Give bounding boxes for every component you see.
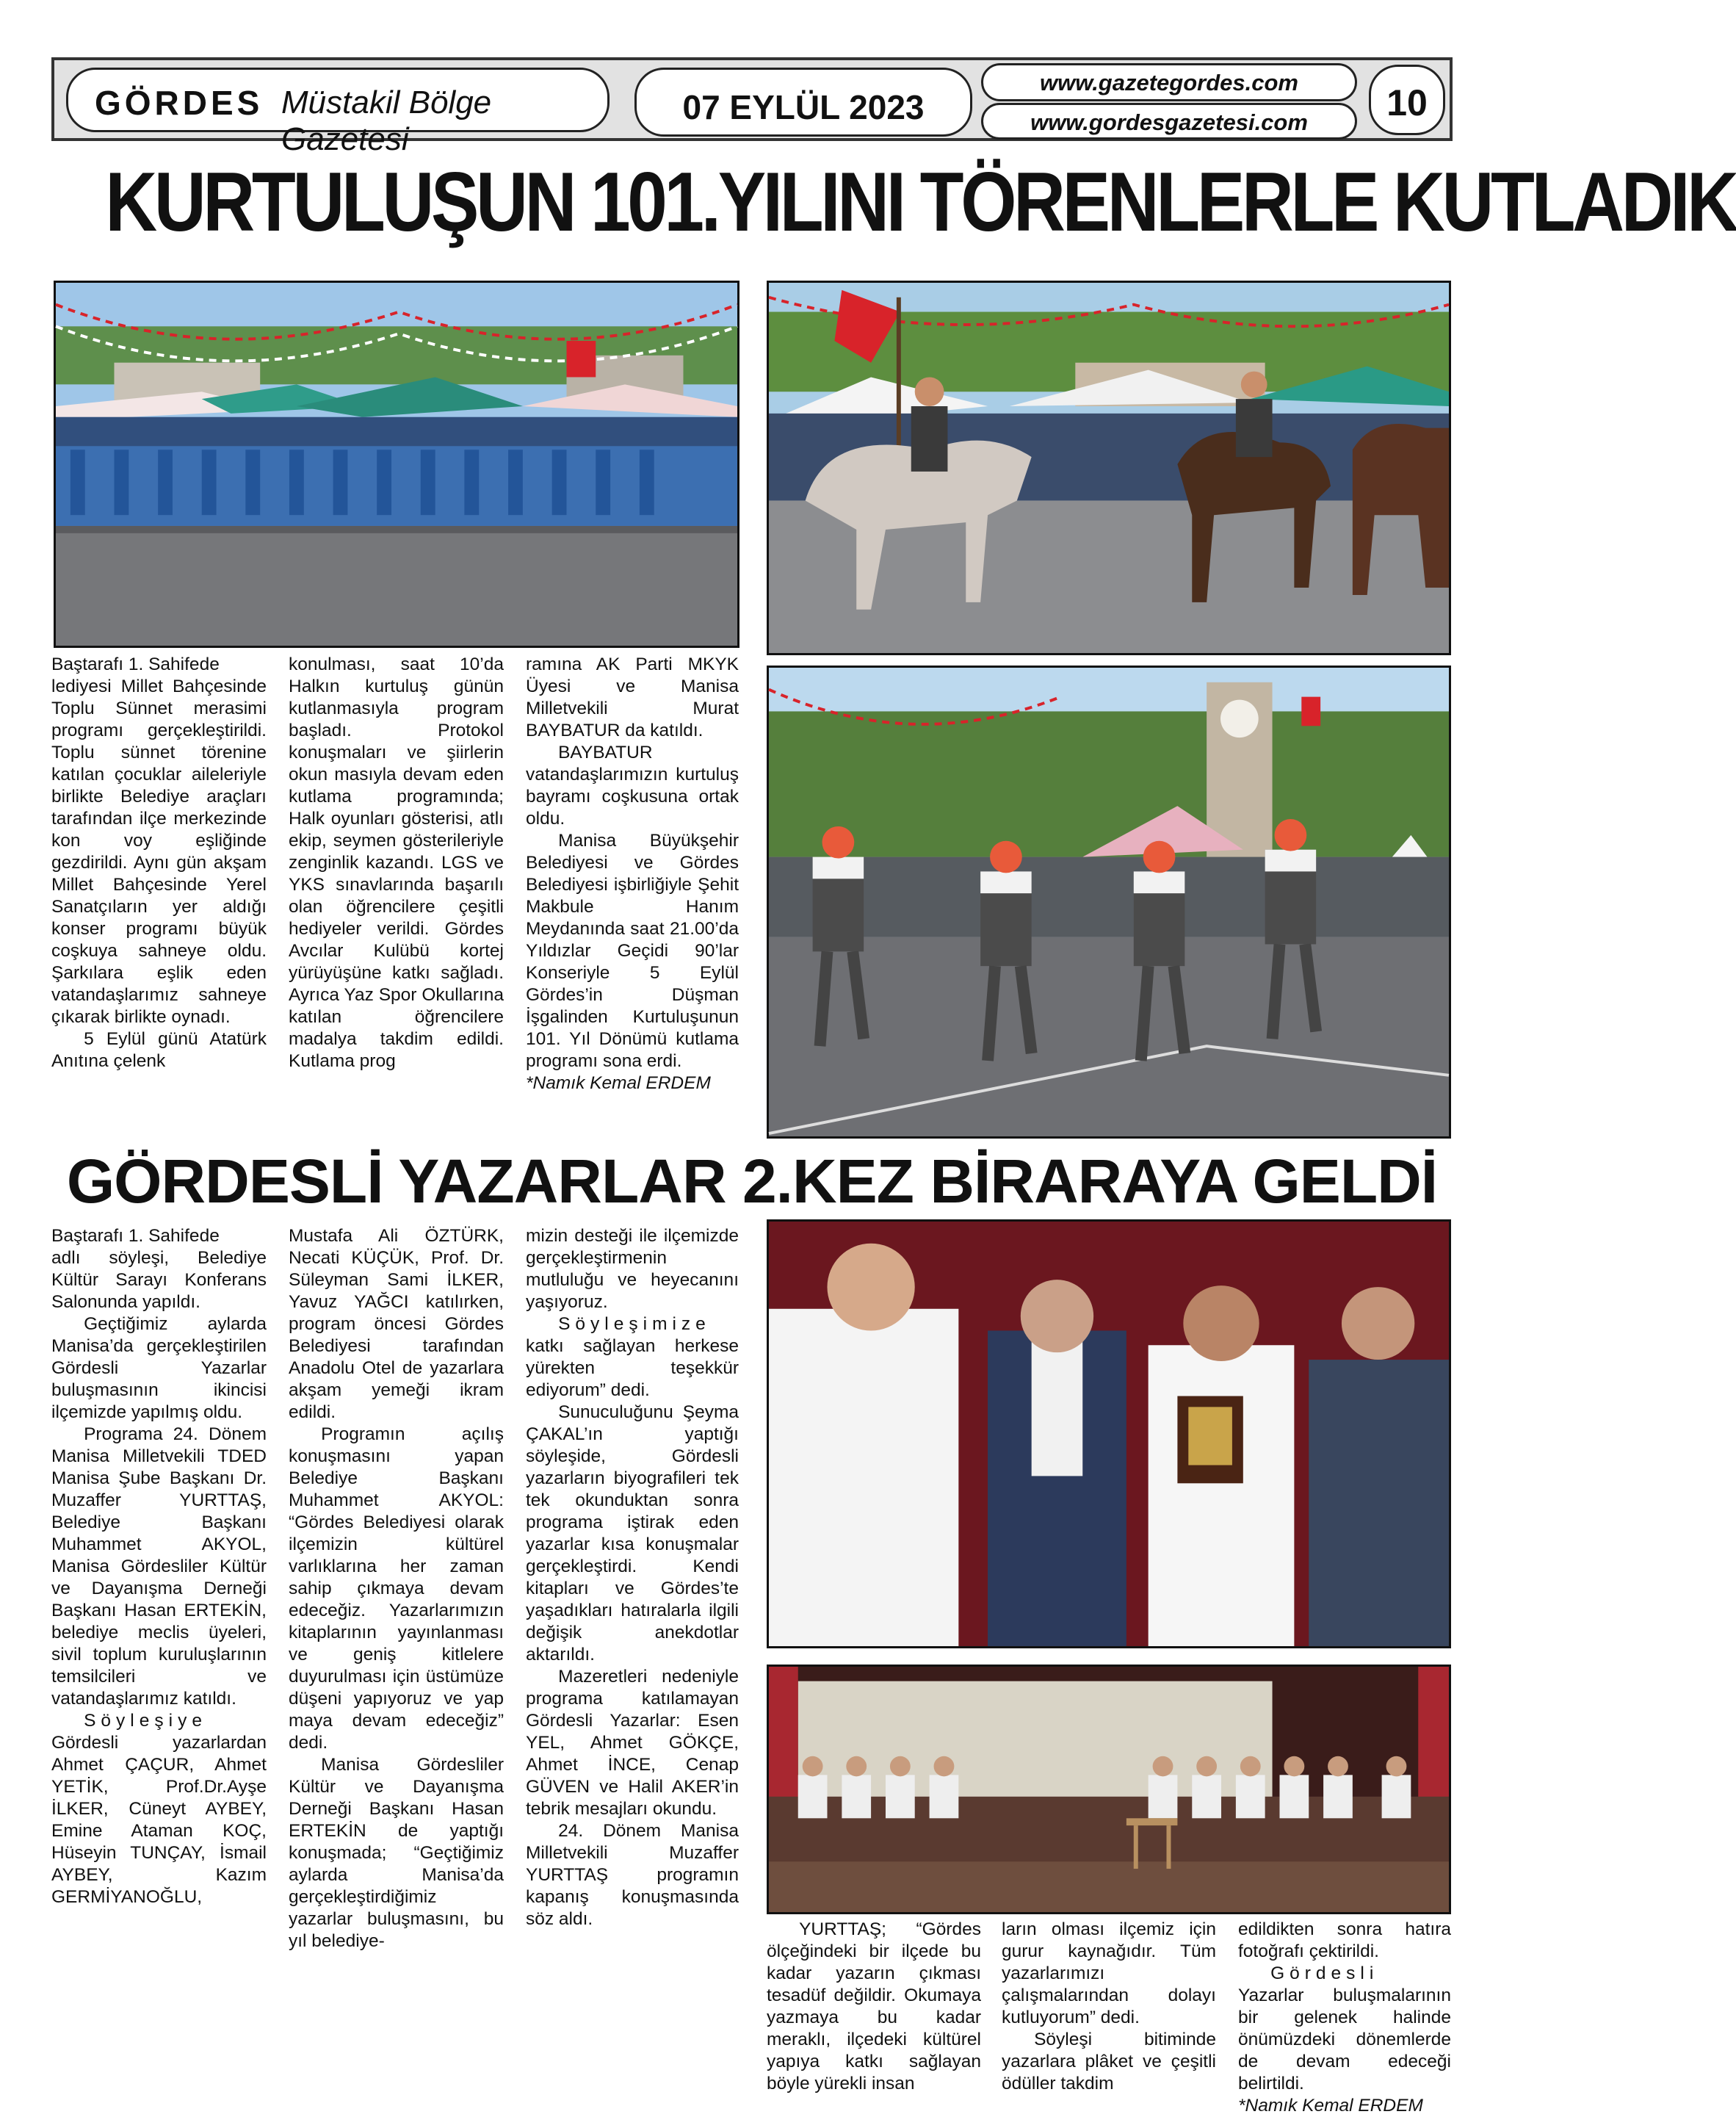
paragraph: konulması, saat 10’da Halkın kurtuluş günün kutlanmasıyla program başladı. Protokol konuşmaları ve şiirlerin okun masıyla devam eden kutlama programında; Halk oyunları gösterisi, atlı ekip, seymen gösterileriyle zenginlik kazandı. LGS ve YKS sınavlarında başarılı olan öğrencilere çeşitli hediyeler verildi. Gördes Avcılar Kulübü kortej yürüyüşüne katkı sağladı. Ayrıca Yaz Spor Okullarına katılan öğrencilere madalya takdim edildi. Kutlama prog: [289, 654, 504, 1071]
article1-column-1: [51, 654, 267, 1072]
spaced-word: Gördesli: [1270, 1963, 1379, 1983]
page-number-pill: [1369, 65, 1445, 135]
article1-column-3: [526, 654, 739, 1094]
website-url-2[interactable]: www.gordesgazetesi.com: [1030, 109, 1308, 135]
article2-column-6: [1238, 1919, 1451, 2117]
paragraph: Manisa Büyükşehir Belediyesi ve Gördes Belediyesi işbirliğiyle Şehit Makbule Hanım Meydanında saat 21.00’da Yıldızlar Geçidi 90’lar Konseriyle 5 Eylül Gördes’in Düşman İşgalinden Kurtuluşunun 101. Yıl Dönümü kutlama programı sona erdi.: [526, 831, 739, 1071]
photo-horsemen: [767, 281, 1451, 655]
author-signature: *Namık Kemal ERDEM: [1238, 2096, 1423, 2116]
masthead: [51, 57, 1453, 157]
article2-column-3: [526, 1225, 739, 1930]
issue-date: 07 EYLÜL 2023: [682, 88, 925, 126]
paragraph: Geçtiğimiz aylarda Manisa’da gerçekleştirilen Gördesli Yazarlar buluşmasının ikincisi ilçemizde yapılmış oldu.: [51, 1314, 267, 1422]
photo-writers-panel: [767, 1665, 1451, 1914]
article2-column-5: [1002, 1919, 1216, 2095]
paragraph: Programa 24. Dönem Manisa Milletvekili TDED Manisa Şube Başkanı Dr. Muzaffer YURTTAŞ, Belediye Başkanı Muhammet AKYOL, Manisa Gördesliler Kültür ve Dayanışma Derneği Başkanı Hasan ERTEKİN, belediye meclis üyeleri, sivil toplum kuruluşlarının temsilcileri ve vatandaşlarımız katıldı.: [51, 1424, 267, 1709]
paragraph: mizin desteği ile ilçemizde gerçekleştirmenin mutluluğu ve heyecanını yaşıyoruz.: [526, 1226, 739, 1312]
date-pill: [634, 68, 972, 137]
paragraph: ramına AK Parti MKYK Üyesi ve Manisa Milletvekili Murat BAYBATUR da katıldı.: [526, 654, 739, 740]
paragraph: BAYBATUR vatandaşlarımızın kurtuluş bayramı coşkusuna ortak oldu.: [526, 743, 739, 829]
newspaper-name: GÖRDES: [95, 84, 264, 122]
paragraph: Mazeretleri nedeniyle programa katılamayan Gördesli Yazarlar: Esen YEL, Ahmet GÖKÇE, Ahmet İNCE, Cenap GÜVEN ve Halil AKER’in tebrik mesajları okundu.: [526, 1667, 739, 1819]
paragraph: ların olması ilçemiz için gurur kaynağıdır. Tüm yazarlarımızı çalışmalarından dolayı kutluyorum” dedi.: [1002, 1919, 1216, 2027]
paragraph: edildikten sonra hatıra fotoğrafı çektirildi.: [1238, 1919, 1451, 1961]
paragraph: YURTTAŞ; “Gördes ölçeğindeki bir ilçede bu kadar yazarın çıkması tesadüf değildir. Okumaya yazmaya bu kadar meraklı, ilçedeki kültürel yapıya katkı sağlayan böyle yürekli insan: [767, 1919, 981, 2093]
paragraph: Söyleşi bitiminde yazarlara plâket ve çeşitli ödüller takdim: [1002, 2030, 1216, 2093]
photo-seymen-dancers: [767, 666, 1451, 1139]
paragraph: Mustafa Ali ÖZTÜRK, Necati KÜÇÜK, Prof. Dr. Süleyman Sami İLKER, Yavuz YAĞCI katılırken, program öncesi Gördes Belediyesi tarafından Anadolu Otel de yazarlara akşam yemeği ikram edildi.: [289, 1226, 504, 1422]
url-pill-2: [981, 103, 1357, 140]
paragraph: katkı sağlayan herkese yürekten teşekkür ediyorum” dedi.: [526, 1336, 739, 1400]
paragraph: lediyesi Millet Bahçesinde Toplu Sünnet merasimi programı gerçekleştirildi. Toplu sünnet törenine katılan çocuklar aileleriyle birlikte Belediye araçları tarafından ilçe merkezinde kon voy eşliğinde gezdirildi. Aynı gün akşam Millet Bahçesinde Yerel Sanatçıların yer aldığı konser programı büyük coşkuya sahneye oldu. Şarkılara eşlik eden vatandaşlarımız sahneye çıkarak birlikte oynadı.: [51, 677, 267, 1027]
paragraph: Manisa Gördesliler Kültür ve Dayanışma Derneği Başkanı Hasan ERTEKİN de yaptığı konuşmada; “Geçtiğimiz aylarda Manisa’da gerçekleştirdiğimiz yazarlar buluşmasını, bu yıl belediye-: [289, 1755, 504, 1951]
article2-column-4: [767, 1919, 981, 2095]
photo-children-crowd: [54, 281, 739, 648]
photo-plaque-ceremony: [767, 1219, 1451, 1648]
newspaper-subtitle: Müstakil Bölge Gazetesi: [281, 84, 492, 157]
paragraph: Gördesli yazarlardan Ahmet ÇAÇUR, Ahmet YETİK, Prof.Dr.Ayşe İLKER, Cüneyt AYBEY, Emine Ataman KOÇ, Hüseyin TUNÇAY, İsmail AYBEY, Kazım GERMİYANOĞLU,: [51, 1733, 267, 1907]
url-pill-1: [981, 63, 1357, 101]
article1-headline: KURTULUŞUN 101.YILINI TÖRENLERLE KUTLADIK: [105, 156, 1736, 249]
brand-pill: [66, 68, 610, 157]
author-signature: *Namık Kemal ERDEM: [526, 1073, 711, 1093]
paragraph: Yazarlar buluşmalarının bir gelenek halinde önümüzdeki dönemlerde de devam edeceği belirtildi.: [1238, 1986, 1451, 2093]
continued-note: Baştarafı 1. Sahifede: [51, 654, 220, 674]
paragraph: Programın açılış konuşmasını yapan Belediye Başkanı Muhammet AKYOL: “Gördes Belediyesi olarak ilçemizin kültürel varlıklarına her zaman sahip çıkmaya devam edeceğiz. Yazarlarımızın kitaplarının yayınlanması ve geniş kitlelere duyurulması için üstümüze düşeni yapıyoruz ve yap maya devam edeceğiz” dedi.: [289, 1424, 504, 1753]
article2-column-2: [289, 1225, 504, 1952]
paragraph: adlı söyleşi, Belediye Kültür Sarayı Konferans Salonunda yapıldı.: [51, 1248, 267, 1312]
article2-column-1: [51, 1225, 267, 1908]
article2-headline: GÖRDESLİ YAZARLAR 2.KEZ BİRARAYA GELDİ: [66, 1147, 1438, 1216]
website-url-1[interactable]: www.gazetegordes.com: [1040, 70, 1298, 95]
spaced-word: Söyleşiye: [84, 1711, 207, 1731]
paragraph: 24. Dönem Manisa Milletvekili Muzaffer YURTTAŞ programın kapanış konuşmasında söz aldı.: [526, 1821, 739, 1929]
continued-note: Baştarafı 1. Sahifede: [51, 1226, 220, 1246]
article1-column-2: [289, 654, 504, 1072]
spaced-word: Söyleşimize: [558, 1314, 711, 1334]
page-number: 10: [1386, 82, 1428, 123]
paragraph: Sunuculuğunu Şeyma ÇAKAL’ın yaptığı söyleşide, Gördesli yazarların biyografileri tek tek okunduktan sonra programa iştirak eden yazarlar kısa konuşmalar gerçekleştirdi. Kendi kitapları ve Gördes’te yaşadıkları hatıralarla ilgili değişik anekdotlar aktarıldı.: [526, 1402, 739, 1665]
paragraph: 5 Eylül günü Atatürk Anıtına çelenk: [51, 1029, 267, 1071]
